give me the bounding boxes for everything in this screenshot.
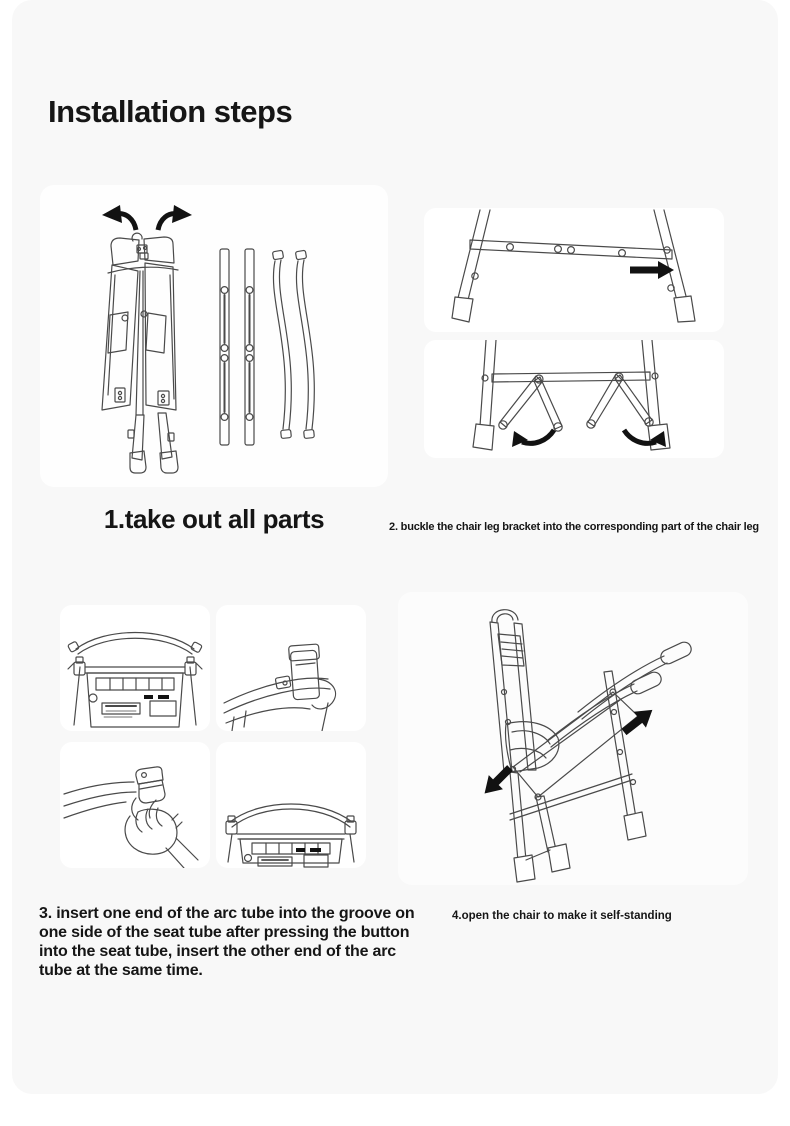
arc-above-seatback-drawing xyxy=(60,605,210,731)
arc-tubes-drawing xyxy=(272,250,314,438)
step2-fold-bracket-tile xyxy=(424,340,724,458)
step1-caption: 1.take out all parts xyxy=(103,504,325,534)
open-up-right-arrow-icon xyxy=(618,702,659,740)
page-title: Installation steps xyxy=(48,94,293,129)
step2-illustration-panel xyxy=(400,185,748,487)
step4-caption: 4.open the chair to make it self-standing xyxy=(452,910,672,922)
arc-above-seatback xyxy=(68,633,203,728)
step3-arc-above-seatback-tile xyxy=(60,605,210,731)
fold-in-left-arrow-icon xyxy=(512,430,554,447)
step4-illustration-panel xyxy=(398,592,748,885)
instruction-sheet xyxy=(12,0,778,1094)
step2-fold-bracket-drawing xyxy=(424,340,724,458)
press-button-hand xyxy=(64,767,198,868)
step3-illustration-panel xyxy=(40,590,388,886)
step1-illustration xyxy=(40,185,388,487)
step2-caption: 2. buckle the chair leg bracket into the corresponding part of the chair leg xyxy=(389,521,759,533)
rotate-left-arrow-icon xyxy=(102,205,136,230)
corner-socket-closeup xyxy=(224,644,336,731)
step2-slide-bracket-drawing xyxy=(424,208,724,332)
folded-chair-drawing xyxy=(102,233,178,473)
step3-corner-socket-tile xyxy=(216,605,366,731)
press-button-hand-drawing xyxy=(60,742,210,868)
step3-caption: 3. insert one end of the arc tube into the groove on one side of the seat tube after pressing the button into the seat tube, insert the other end of the arc tube at the same time. xyxy=(39,905,415,979)
seat-tubes-drawing xyxy=(220,249,254,445)
step1-illustration-panel xyxy=(40,185,388,487)
arc-attached-seatback xyxy=(226,804,356,867)
corner-socket-closeup-drawing xyxy=(216,605,366,731)
rotate-right-arrow-icon xyxy=(158,205,192,230)
step3-press-button-tile xyxy=(60,742,210,868)
step4-illustration xyxy=(398,592,748,885)
step2-slide-bracket-tile xyxy=(424,208,724,332)
arc-attached-seatback-drawing xyxy=(216,742,366,868)
half-open-chair-drawing xyxy=(490,610,693,882)
leg-bracket-drawing xyxy=(473,340,670,450)
step3-arc-attached-tile xyxy=(216,742,366,868)
